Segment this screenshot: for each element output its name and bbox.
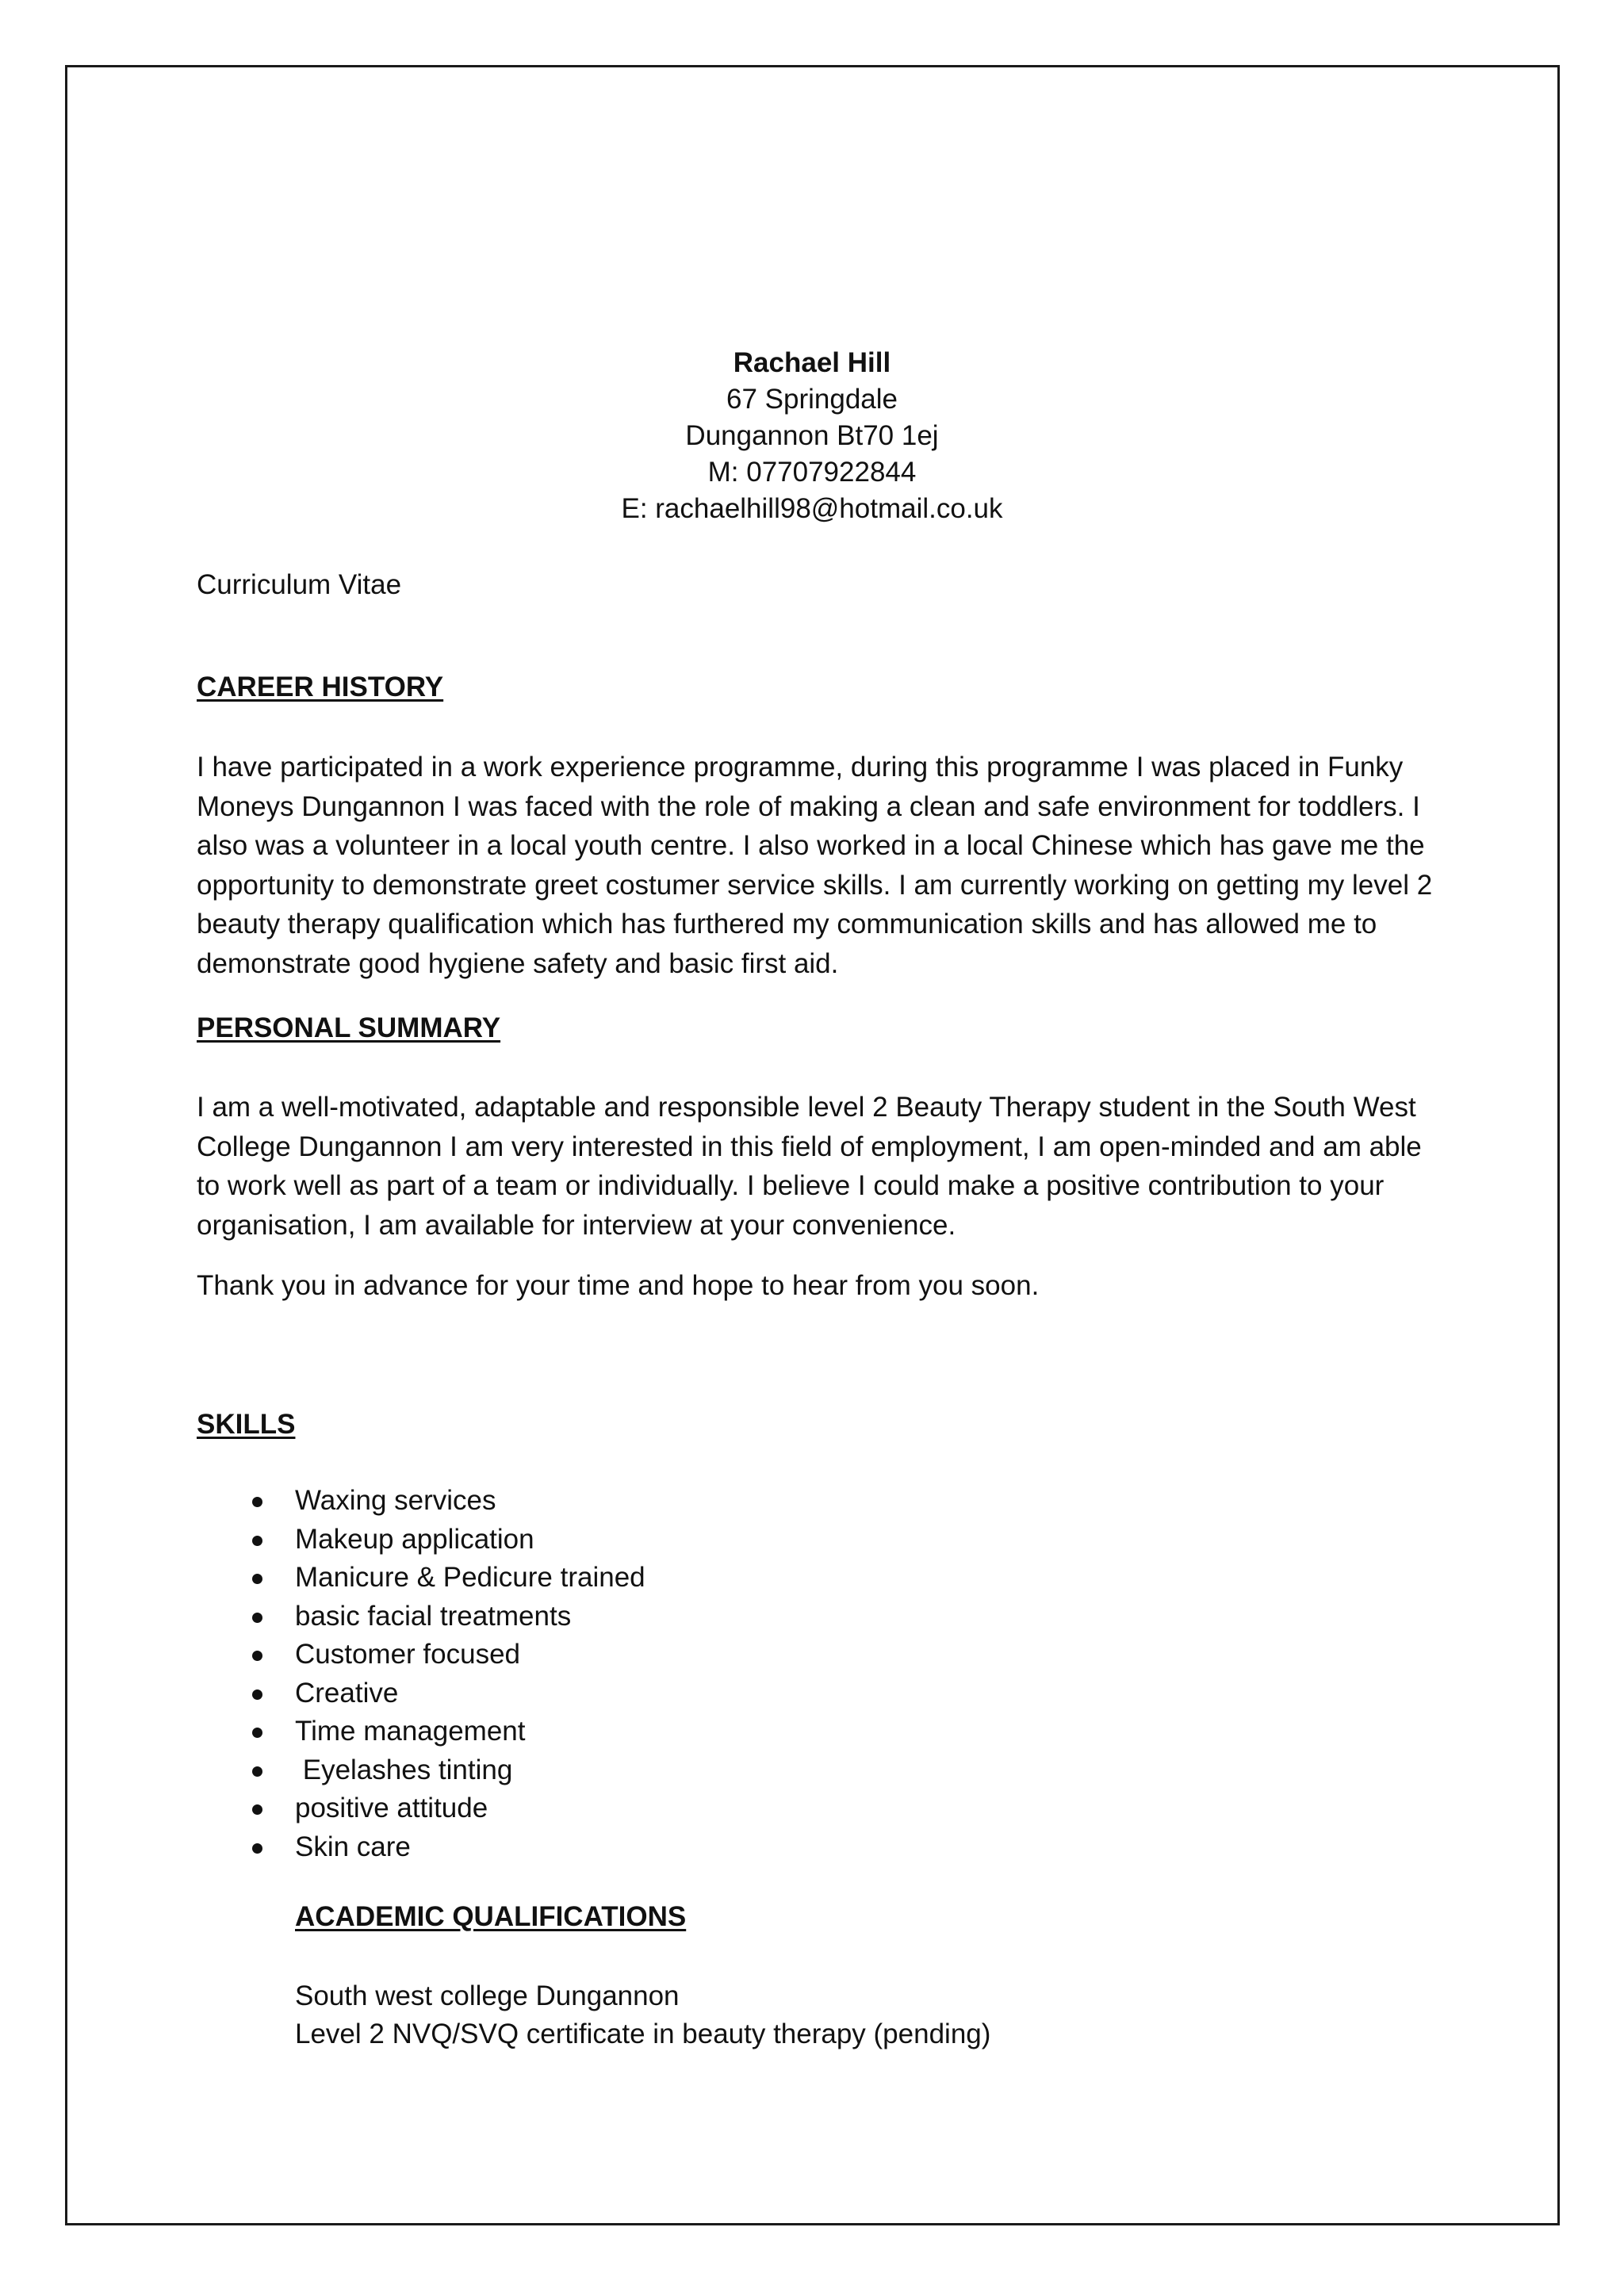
qualification-detail: Level 2 NVQ/SVQ certificate in beauty therapy (pending) [295,2019,991,2049]
document-title: Curriculum Vitae [197,569,402,600]
address-line-2: Dungannon Bt70 1ej [685,420,939,451]
bullet-icon [252,1766,262,1777]
address-line-1: 67 Springdale [726,384,898,415]
list-item: Manicure & Pedicure trained [197,1559,1148,1598]
contact-header [0,345,1624,527]
list-item: Makeup application [197,1521,1148,1559]
list-item: basic facial treatments [197,1598,1148,1636]
bullet-icon [252,1536,262,1546]
personal-summary-text: I am a well-motivated, adaptable and responsible level 2 Beauty Therapy student in the South West College Dungannon I am very interested in this field of employment, I am open-minded and am able to work well as part of a team or individually. I believe I could make a positive contribution to your organisation, I am available for interview at your convenience. [197,1092,1422,1241]
list-item: Eyelashes tinting [197,1751,1148,1790]
career-history-heading: CAREER HISTORY [197,672,444,702]
list-item: Customer focused [197,1636,1148,1674]
skills-heading: SKILLS [197,1409,296,1440]
qualification-institution: South west college Dungannon [295,1980,680,2011]
list-item: Waxing services [197,1482,1148,1521]
career-history-text: I have participated in a work experience programme, during this programme I was placed in Funky Moneys Dungannon I was faced with the role of making a clean and safe environment for toddlers. I also was a volunteer in a local youth centre. I also worked in a local Chinese which has gave me the opportunity to demonstrate greet costumer service skills. I am currently working on getting my level 2 beauty therapy qualification which has furthered my communication skills and has allowed me to demonstrate good hygiene safety and basic first aid. [197,752,1433,979]
bullet-icon [252,1574,262,1584]
mobile-number: M: 07707922844 [707,457,917,488]
bullet-icon [252,1651,262,1661]
bullet-icon [252,1728,262,1738]
skills-list [197,1482,1148,1866]
bullet-icon [252,1689,262,1700]
list-item: Skin care [197,1828,1148,1867]
bullet-icon [252,1804,262,1815]
closing-text: Thank you in advance for your time and hope to hear from you soon. [197,1270,1040,1301]
academic-qualifications-heading: ACADEMIC QUALIFICATIONS [295,1901,687,1932]
personal-summary-heading: PERSONAL SUMMARY [197,1012,501,1043]
list-item: Creative [197,1674,1148,1713]
list-item: Time management [197,1712,1148,1751]
list-item: positive attitude [197,1789,1148,1828]
email-address: E: rachaelhill98@hotmail.co.uk [621,493,1003,524]
bullet-icon [252,1497,262,1507]
bullet-icon [252,1843,262,1854]
bullet-icon [252,1613,262,1623]
applicant-name: Rachael Hill [733,347,891,378]
